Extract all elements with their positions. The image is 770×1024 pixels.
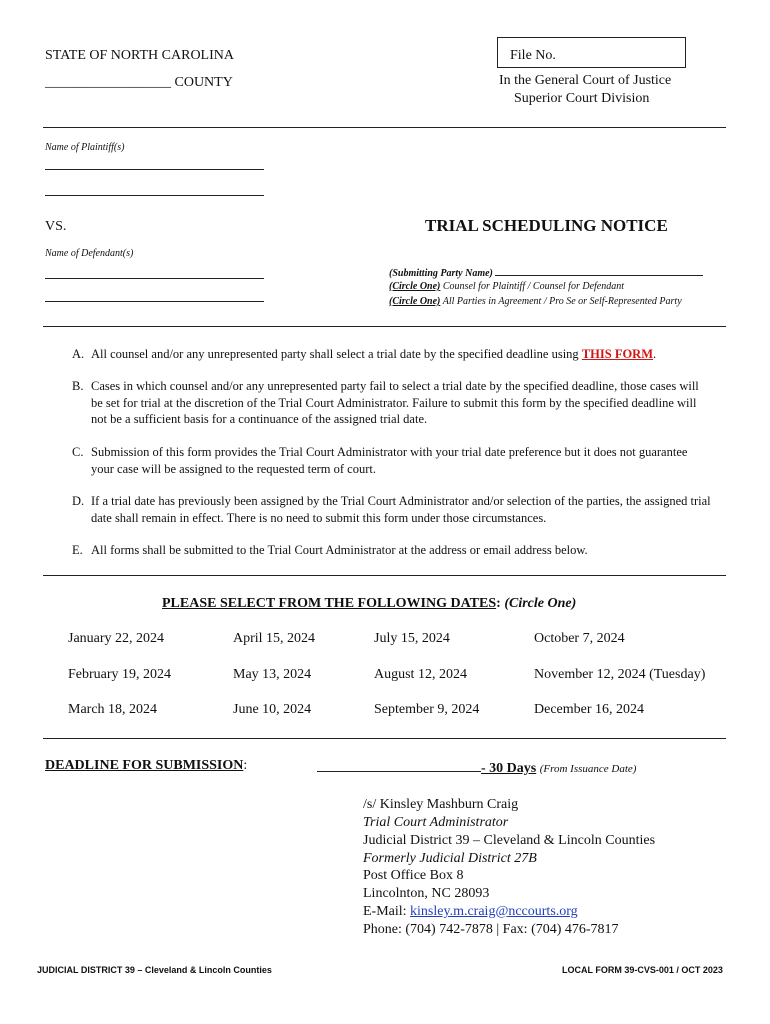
instruction-text: Cases in which counsel and/or any unrepresented party fail to select a trial date by the specified deadline, those cases will be set for trial at the discretion of the Trial Court Administrator. Failure to submit this form by the specified deadline will not be a sufficient basis for a continuance of the assigned trial date. xyxy=(91,379,699,426)
submitting-party-field[interactable] xyxy=(495,266,703,276)
date-option[interactable]: April 15, 2024 xyxy=(233,631,316,646)
file-no-label: File No. xyxy=(510,48,556,63)
date-option[interactable]: May 13, 2024 xyxy=(233,667,312,682)
date-option[interactable]: October 7, 2024 xyxy=(534,631,625,646)
divider xyxy=(43,127,726,128)
email-link[interactable]: kinsley.m.craig@nccourts.org xyxy=(410,904,578,919)
form-title: TRIAL SCHEDULING NOTICE xyxy=(425,216,668,235)
signature-name: /s/ Kinsley Mashburn Craig xyxy=(363,797,519,812)
county-label: COUNTY xyxy=(174,75,233,90)
state-heading: STATE OF NORTH CAROLINA xyxy=(45,48,234,63)
submitting-party-label: (Submitting Party Name) xyxy=(389,268,493,279)
signature-title: Trial Court Administrator xyxy=(363,815,509,830)
divider xyxy=(43,326,726,327)
instruction-text: All forms shall be submitted to the Trial Court Administrator at the address or email address below. xyxy=(91,543,588,557)
parties-circle-line xyxy=(389,296,682,307)
signature-phone: Phone: (704) 742-7878 | Fax: (704) 476-7817 xyxy=(363,922,619,937)
date-option[interactable]: March 18, 2024 xyxy=(68,702,158,717)
signature-formerly: Formerly Judicial District 27B xyxy=(363,851,537,866)
signature-po-box: Post Office Box 8 xyxy=(363,868,464,883)
this-form-link[interactable]: THIS FORM xyxy=(581,347,653,361)
instruction-d xyxy=(72,493,712,526)
file-no-box[interactable] xyxy=(497,37,686,68)
date-option[interactable]: February 19, 2024 xyxy=(68,667,172,682)
dates-heading xyxy=(162,596,576,612)
instruction-a xyxy=(72,346,712,363)
date-option[interactable]: July 15, 2024 xyxy=(374,631,450,646)
county-line xyxy=(45,75,233,91)
deadline-days: - 30 Days xyxy=(481,761,537,776)
plaintiff-name-field[interactable] xyxy=(45,169,264,170)
instruction-text: If a trial date has previously been assigned by the Trial Court Administrator and/or selection of the parties, the assigned trial date shall remain in effect. There is no need to submit this form under those circumstances. xyxy=(91,494,711,525)
dates-circle-one: (Circle One) xyxy=(504,596,577,611)
dates-heading-colon: : xyxy=(496,596,501,611)
deadline-label-colon: : xyxy=(243,758,248,773)
court-line-1: In the General Court of Justice xyxy=(499,73,672,88)
instruction-letter: A. xyxy=(72,347,85,361)
circle-one-marker: (Circle One) xyxy=(389,296,441,307)
deadline-label-text: DEADLINE FOR SUBMISSION xyxy=(45,758,244,773)
signature-district: Judicial District 39 – Cleveland & Lincoln Counties xyxy=(363,833,656,848)
deadline-label xyxy=(45,758,247,774)
divider xyxy=(43,575,726,576)
instruction-letter: C. xyxy=(72,445,84,459)
court-line-2: Superior Court Division xyxy=(514,91,650,106)
defendant-name-field[interactable] xyxy=(45,278,264,279)
counsel-circle-line xyxy=(389,281,624,292)
instruction-c xyxy=(72,444,712,477)
circle-one-marker: (Circle One) xyxy=(389,281,441,292)
date-option[interactable]: December 16, 2024 xyxy=(534,702,645,717)
footer-left: JUDICIAL DISTRICT 39 – Cleveland & Lincoln Counties xyxy=(37,965,272,975)
date-option[interactable]: January 22, 2024 xyxy=(68,631,165,646)
deadline-value xyxy=(317,758,636,777)
defendant-label: Name of Defendant(s) xyxy=(45,248,134,259)
signature-city: Lincolnton, NC 28093 xyxy=(363,886,490,901)
date-option[interactable]: June 10, 2024 xyxy=(233,702,312,717)
instruction-text: All counsel and/or any unrepresented party shall select a trial date by the specified deadline using xyxy=(91,347,582,361)
email-label: E-Mail: xyxy=(363,904,411,919)
counsel-options[interactable]: Counsel for Plaintiff / Counsel for Defendant xyxy=(442,281,624,292)
county-blank[interactable]: __________________ xyxy=(45,75,171,90)
party-options[interactable]: All Parties in Agreement / Pro Se or Self-Represented Party xyxy=(442,296,682,307)
dates-heading-text: PLEASE SELECT FROM THE FOLLOWING DATES xyxy=(162,596,497,611)
instruction-text: Submission of this form provides the Trial Court Administrator with your trial date preference but it does not guarantee your case will be assigned to the requested term of court. xyxy=(91,445,688,476)
date-option[interactable]: November 12, 2024 (Tuesday) xyxy=(534,667,706,682)
vs-label: VS. xyxy=(45,219,67,234)
instruction-b xyxy=(72,378,712,428)
plaintiff-name-field-2[interactable] xyxy=(45,195,264,196)
instruction-letter: E. xyxy=(72,543,83,557)
plaintiff-label: Name of Plaintiff(s) xyxy=(45,142,125,153)
instruction-letter: B. xyxy=(72,379,84,393)
submitting-party-line xyxy=(389,266,729,279)
divider xyxy=(43,738,726,739)
date-option[interactable]: August 12, 2024 xyxy=(374,667,467,682)
deadline-date-field[interactable] xyxy=(317,758,481,772)
signature-email-line xyxy=(363,903,578,921)
instruction-period: . xyxy=(653,347,657,361)
instruction-e xyxy=(72,542,712,559)
deadline-note: (From Issuance Date) xyxy=(539,763,637,775)
footer-right: LOCAL FORM 39-CVS-001 / OCT 2023 xyxy=(562,965,723,975)
date-option[interactable]: September 9, 2024 xyxy=(374,702,480,717)
defendant-name-field-2[interactable] xyxy=(45,301,264,302)
instruction-letter: D. xyxy=(72,494,85,508)
